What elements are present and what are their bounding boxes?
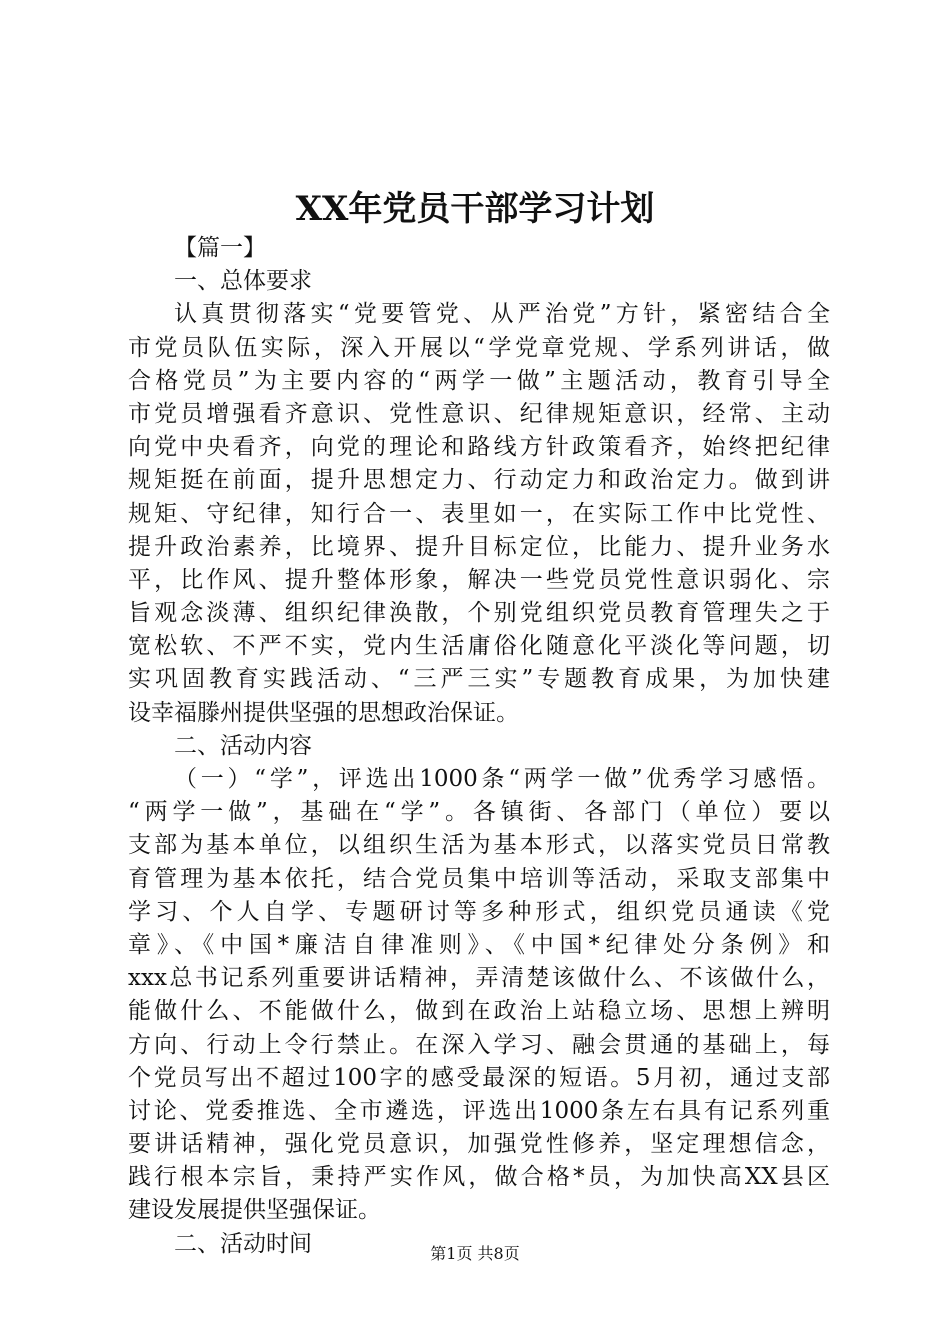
text-line: 践行根本宗旨，秉持严实作风，做合格*员，为加快高XX县区 xyxy=(128,1164,830,1191)
text-line: 育管理为基本依托，结合党员集中培训等活动，采取支部集中 xyxy=(128,865,830,892)
text-line: 旨观念淡薄、组织纪律涣散，个别党组织党员教育管理失之于 xyxy=(128,600,830,627)
text-line: 平，比作风、提升整体形象，解决一些党员党性意识弱化、宗 xyxy=(128,566,830,593)
text-line: （一）“学”，评选出1000条“两学一做”优秀学习感悟。 xyxy=(174,766,830,792)
text-line: 学习、个人自学、专题研讨等多种形式，组织党员通读《党 xyxy=(128,898,830,925)
document-title: XX年党员干部学习计划 xyxy=(295,189,655,229)
text-line: 【篇一】 xyxy=(174,235,266,261)
page-footer: 第1页 共8页 xyxy=(430,1244,520,1263)
text-line: 提升政治素养，比境界、提升目标定位，比能力、提升业务水 xyxy=(128,533,830,560)
text-line: 实巩固教育实践活动、“三严三实”专题教育成果，为加快建 xyxy=(128,666,830,693)
text-line: 一、总体要求 xyxy=(174,268,312,295)
text-line: 支部为基本单位，以组织生活为基本形式，以落实党员日常教 xyxy=(128,832,830,859)
text-line: 认真贯彻落实“党要管党、从严治党”方针，紧密结合全 xyxy=(174,301,830,328)
text-line: xxx总书记系列重要讲话精神，弄清楚该做什么、不该做什么， xyxy=(128,965,830,992)
text-line: 规矩、守纪律，知行合一、表里如一，在实际工作中比党性、 xyxy=(128,500,830,527)
text-line: 个党员写出不超过100字的感受最深的短语。5月初，通过支部 xyxy=(128,1064,830,1091)
text-line: 要讲话精神，强化党员意识，加强党性修养，坚定理想信念， xyxy=(128,1131,830,1158)
text-line: 设幸福滕州提供坚强的思想政治保证。 xyxy=(128,699,519,726)
text-line: 向党中央看齐，向党的理论和路线方针政策看齐，始终把纪律 xyxy=(128,434,830,461)
text-line: 合格党员”为主要内容的“两学一做”主题活动，教育引导全 xyxy=(128,367,830,394)
text-line: 规矩挺在前面，提升思想定力、行动定力和政治定力。做到讲 xyxy=(128,467,830,494)
text-line: 市党员增强看齐意识、党性意识、纪律规矩意识，经常、主动 xyxy=(128,400,830,427)
text-line: 讨论、党委推选、全市遴选，评选出1000条左右具有记系列重 xyxy=(128,1097,830,1124)
text-line: 方向、行动上令行禁止。在深入学习、融会贯通的基础上，每 xyxy=(128,1031,830,1058)
text-line: 市党员队伍实际，深入开展以“学党章党规、学系列讲话，做 xyxy=(128,334,830,361)
document-body xyxy=(128,232,830,1261)
text-line: 能做什么、不能做什么，做到在政治上站稳立场、思想上辨明 xyxy=(128,998,830,1025)
text-line: 二、活动内容 xyxy=(174,732,312,759)
text-line: 建设发展提供坚强保证。 xyxy=(128,1197,381,1224)
text-line: 章》、《中国*廉洁自律准则》、《中国*纪律处分条例》和 xyxy=(128,931,830,958)
text-line: “两学一做”，基础在“学”。各镇街、各部门（单位）要以 xyxy=(128,799,830,826)
text-line: 二、活动时间 xyxy=(174,1230,312,1257)
text-line: 宽松软、不严不实，党内生活庸俗化随意化平淡化等问题，切 xyxy=(128,633,830,660)
